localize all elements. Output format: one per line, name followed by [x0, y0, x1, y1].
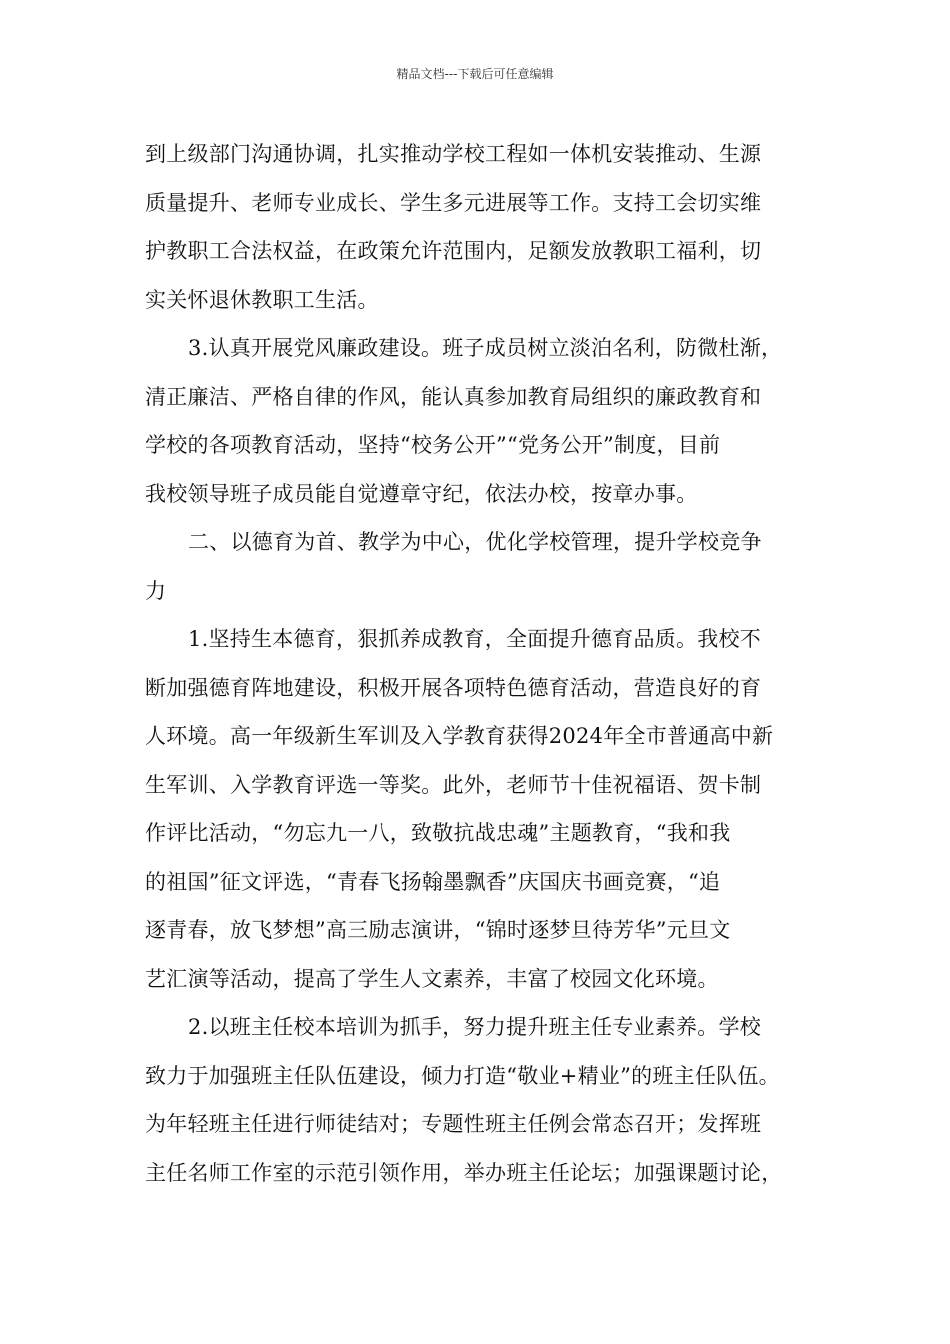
text-line: 清正廉洁、严格自律的作风，能认真参加教育局组织的廉政教育和 — [145, 384, 762, 409]
text-line: 学校的各项教育活动，坚持“校务公开”“党务公开”制度，目前 — [145, 433, 721, 457]
text-line: 致力于加强班主任队伍建设，倾力打造“敬业+精业”的班主任队伍。 — [145, 1063, 780, 1088]
document-body — [145, 130, 835, 1197]
text-line: 生军训、入学教育评选一等奖。此外，老师节十佳祝福语、贺卡制 — [145, 772, 762, 797]
text-line: 2.以班主任校本培训为抓手，努力提升班主任专业素养。学校 — [188, 1015, 762, 1039]
text-line: 质量提升、老师专业成长、学生多元进展等工作。支持工会切实维 — [145, 190, 762, 215]
text-line: 实关怀退休教职工生活。 — [145, 287, 379, 312]
text-line: 断加强德育阵地建设，积极开展各项特色德育活动，营造良好的育 — [145, 675, 762, 700]
text-line: 力 — [145, 578, 167, 603]
page-header: 精品文档---下载后可任意编辑 — [396, 67, 554, 81]
text-line: 1.坚持生本德育，狠抓养成教育，全面提升德育品质。我校不 — [188, 627, 762, 651]
text-line: 主任名师工作室的示范引领作用，举办班主任论坛；加强课题讨论， — [145, 1160, 783, 1185]
text-line: 我校领导班子成员能自觉遵章守纪，依法办校，按章办事。 — [145, 481, 698, 506]
text-line: 逐青春，放飞梦想”高三励志演讲，“锦时逐梦旦待芳华”元旦文 — [145, 918, 731, 942]
text-line: 为年轻班主任进行师徒结对；专题性班主任例会常态召开；发挥班 — [145, 1112, 762, 1136]
text-line: 的祖国”征文评选，“青春飞扬翰墨飘香”庆国庆书画竞赛，“追 — [145, 869, 721, 894]
text-line: 护教职工合法权益，在政策允许范围内，足额发放教职工福利，切 — [145, 239, 762, 263]
text-line: 3.认真开展党风廉政建设。班子成员树立淡泊名利，防微杜渐， — [188, 336, 783, 360]
text-line: 人环境。高一年级新生军训及入学教育获得2024年全市普通高中新 — [145, 724, 774, 748]
text-line: 二、以德育为首、教学为中心，优化学校管理，提升学校竞争 — [188, 530, 762, 554]
text-line: 作评比活动，“勿忘九一八，致敬抗战忠魂”主题教育，“我和我 — [145, 821, 731, 845]
text-line: 到上级部门沟通协调，扎实推动学校工程如一体机安装推动、生源 — [145, 142, 762, 166]
text-line: 艺汇演等活动，提高了学生人文素养，丰富了校园文化环境。 — [145, 966, 719, 991]
